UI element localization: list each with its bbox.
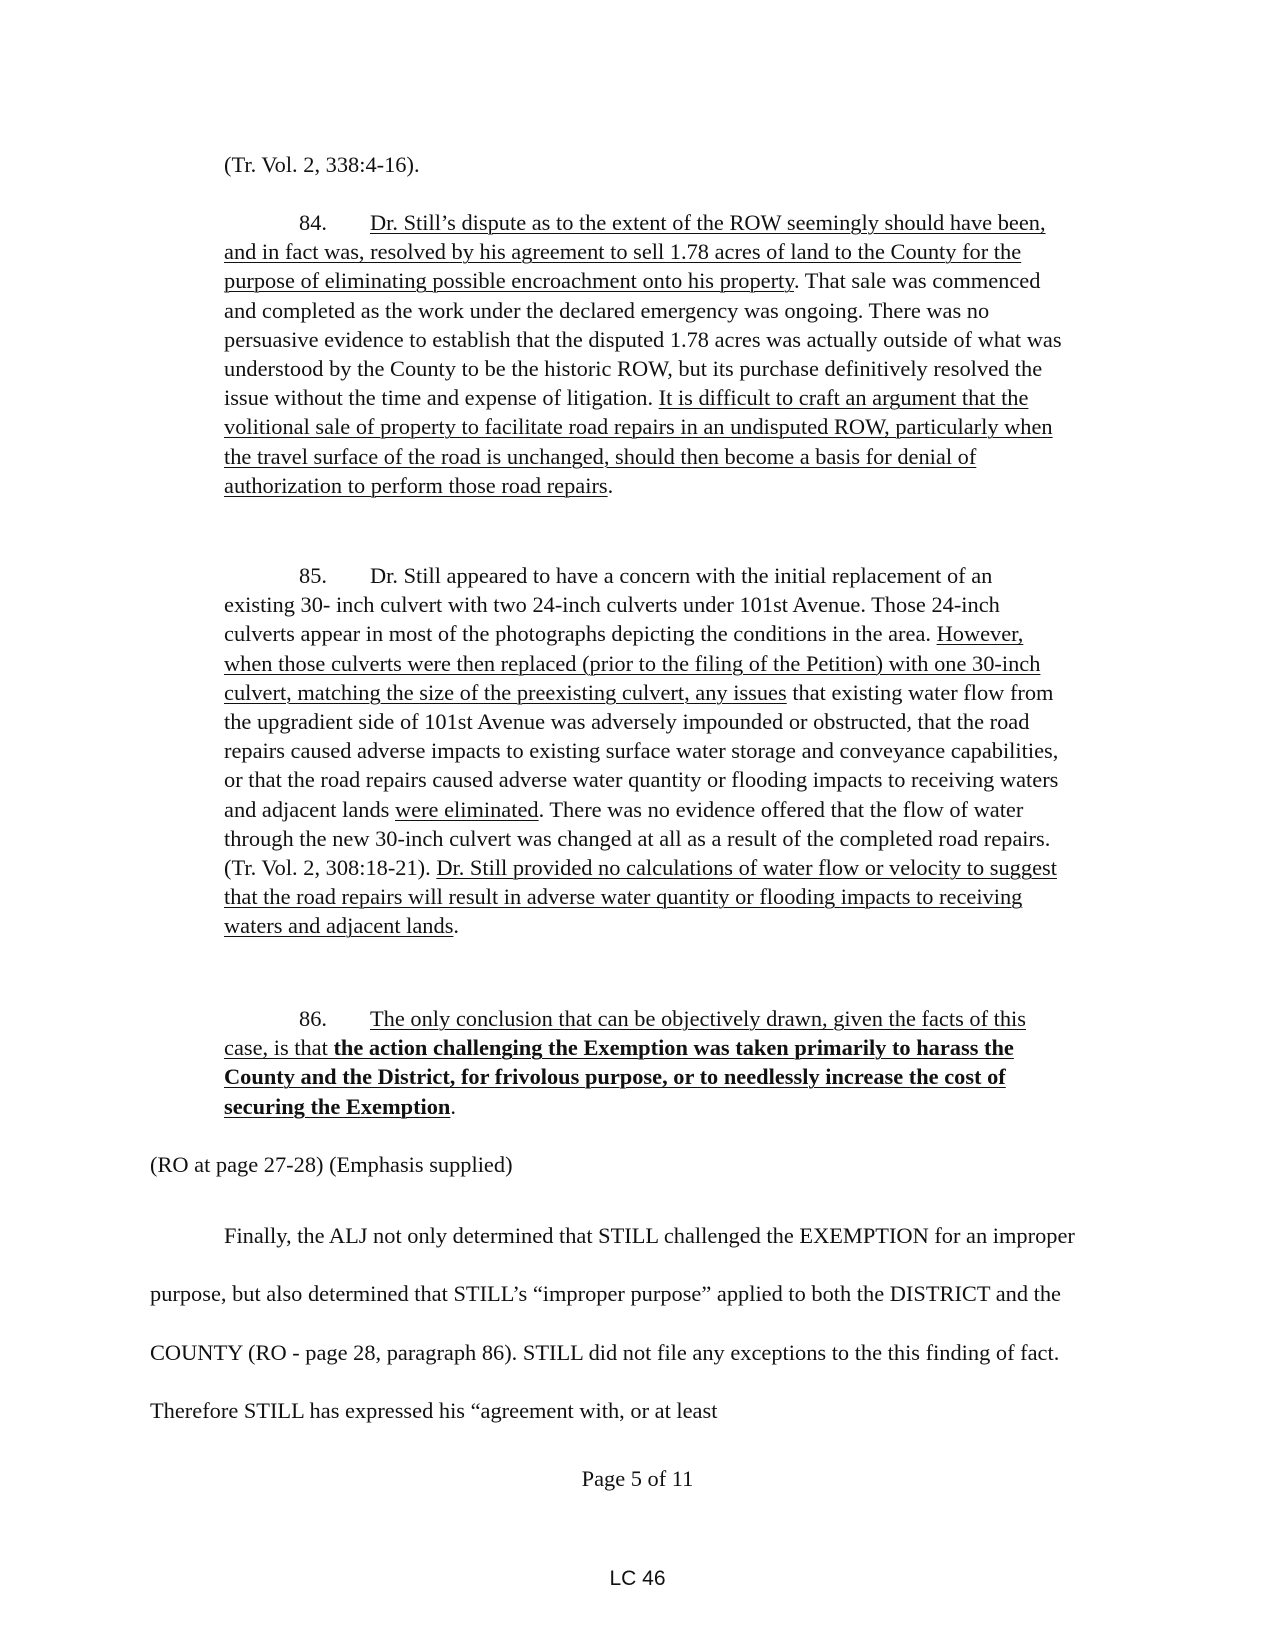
underlined-text: However, when those culverts were then replaced (prior to the filing of the Petition) with one 30-inch culvert, matching the size of the preexisting culvert, any issues — [224, 621, 1041, 705]
finding-paragraph-85 — [224, 561, 1062, 941]
plain-text: that existing water flow from the upgradient side of 101st Avenue was adversely impounded or obstructed, that the road repairs caused adverse impacts to existing surface water storage and conveyance capabilities, or that the road repairs caused adverse water quantity or flooding impacts to receiving waters and adjacent lands — [224, 679, 1059, 822]
page-number: Page 5 of 11 — [581, 1466, 694, 1491]
bates-stamp: LC 46 — [609, 1567, 666, 1590]
transcript-citation: (Tr. Vol. 2, 338:4-16). — [224, 152, 420, 177]
finding-paragraph-84 — [224, 208, 1062, 500]
underlined-text: Dr. Still’s dispute as to the extent of the ROW seemingly should have been, and in fact was, resolved by his agreement to sell 1.78 acres of land to the County for the purpose of eliminating possible encroachment onto his property — [224, 210, 1046, 294]
body-paragraph — [150, 1207, 1110, 1440]
plain-text: . — [607, 472, 614, 498]
underlined-text: It is difficult to craft an argument that the volitional sale of property to facilitate road repairs in an undisputed ROW, particularly when the travel surface of the road is unchanged, should then become a basis for denial of authorization to perform those road repairs — [224, 385, 1053, 498]
plain-text: . — [453, 913, 460, 939]
body-paragraph-text: Finally, the ALJ not only determined that STILL challenged the EXEMPTION for an improper purpose, but also determined that STILL’s “improper purpose” applied to both the DISTRICT and the COUNTY (RO - page 28, paragraph 86). STILL did not file any exceptions to the this finding of fact. Therefore STILL has expressed his “agreement with, or at least — [150, 1223, 1075, 1423]
underlined-text: The only conclusion that can be objectively drawn, given the facts of this case, is that — [224, 1006, 1026, 1061]
underlined-text: Dr. Still provided no calculations of water flow or velocity to suggest that the road repairs will result in adverse water quantity or flooding impacts to receiving waters and adjacent lands — [224, 855, 1057, 939]
underlined-text: were eliminated — [394, 796, 539, 822]
ro-citation: (RO at page 27-28) (Emphasis supplied) — [150, 1152, 513, 1177]
plain-text: . There was no evidence offered that the flow of water through the new 30-inch culvert was changed at all as a result of the completed road repairs. (Tr. Vol. 2, 308:18-21). — [224, 796, 1051, 881]
plain-text: . That sale was commenced and completed as the work under the declared emergency was ongoing. There was no persuasive evidence to establish that the disputed 1.78 acres was actually outside of what was understood by the County to be the historic ROW, but its purchase definitively resolved the issue without the time and expense of litigation. — [224, 268, 1062, 411]
plain-text: Dr. Still appeared to have a concern with the initial replacement of an existing 30- inch culvert with two 24-inch culverts under 101st Avenue. Those 24-inch culverts appear in most of the photographs depicting the conditions in the area. — [224, 563, 1000, 647]
paragraph-number: 84. — [299, 210, 327, 235]
plain-text: . — [450, 1093, 456, 1119]
bold-underlined-text: the action challenging the Exemption was taken primarily to harass the County and the District, for frivolous purpose, or to needlessly increase the cost of securing the Exemption — [224, 1035, 1014, 1119]
paragraph-number: 85. — [299, 563, 327, 588]
finding-paragraph-86 — [224, 1004, 1062, 1121]
paragraph-number: 86. — [299, 1006, 327, 1031]
